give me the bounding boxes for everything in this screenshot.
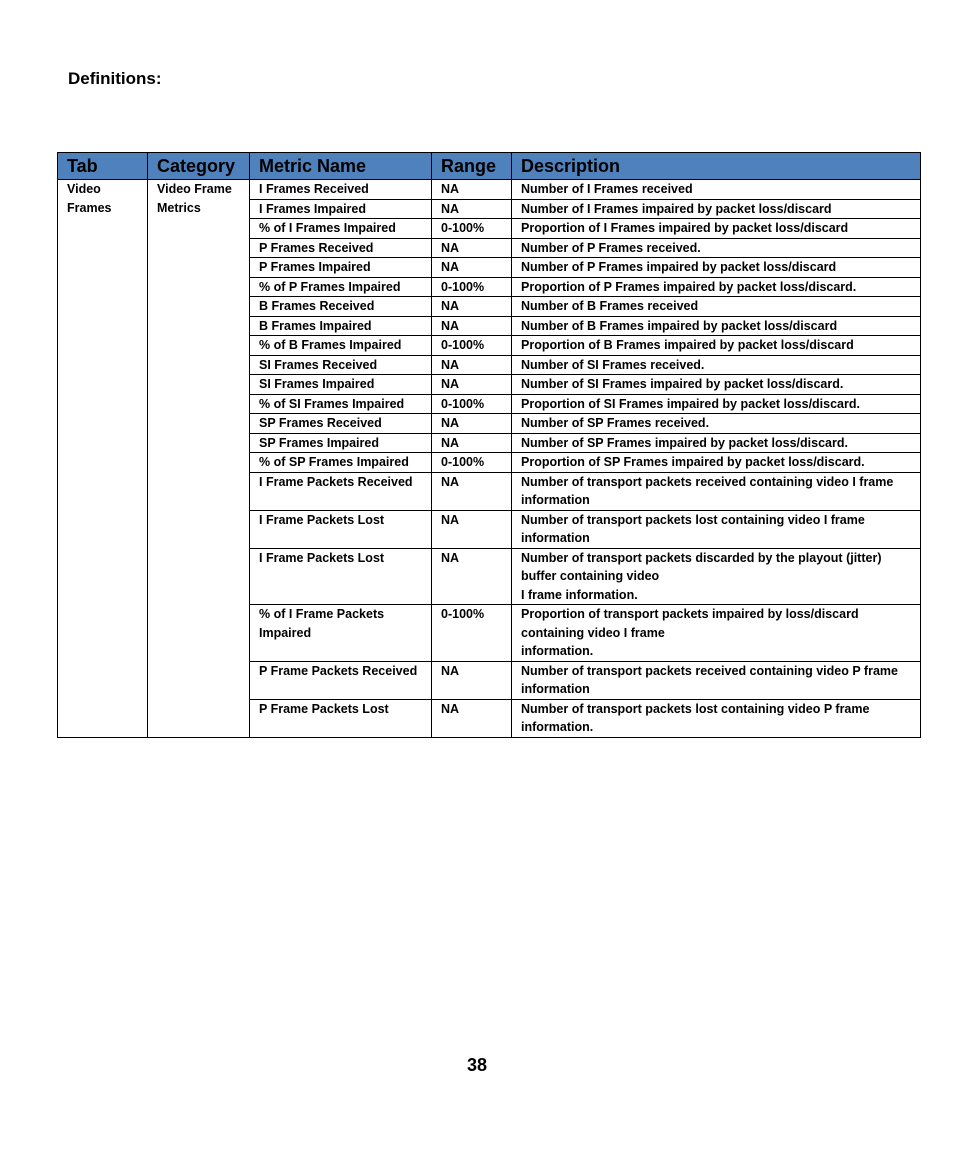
metric-name-cell: I Frame Packets Lost bbox=[250, 548, 432, 605]
description-cell: Number of SP Frames impaired by packet loss/discard. bbox=[512, 433, 921, 453]
range-cell: NA bbox=[432, 355, 512, 375]
header-description: Description bbox=[512, 153, 921, 180]
page-number: 38 bbox=[466, 1055, 488, 1075]
range-cell: NA bbox=[432, 199, 512, 219]
metric-name-cell: SI Frames Impaired bbox=[250, 375, 432, 395]
description-cell: Number of transport packets lost containing video P frame information. bbox=[512, 699, 921, 737]
description-cell: Proportion of B Frames impaired by packet loss/discard bbox=[512, 336, 921, 356]
metric-name-cell: I Frames Received bbox=[250, 180, 432, 200]
metric-name-cell: SI Frames Received bbox=[250, 355, 432, 375]
table-row bbox=[58, 180, 921, 200]
description-cell: Number of I Frames impaired by packet loss/discard bbox=[512, 199, 921, 219]
metric-name-cell: % of B Frames Impaired bbox=[250, 336, 432, 356]
range-cell: NA bbox=[432, 548, 512, 605]
range-cell: NA bbox=[432, 510, 512, 548]
metric-name-cell: B Frames Impaired bbox=[250, 316, 432, 336]
metric-name-cell: % of SI Frames Impaired bbox=[250, 394, 432, 414]
range-cell: NA bbox=[432, 238, 512, 258]
description-cell: Number of transport packets discarded by the playout (jitter) buffer containing video I frame information. bbox=[512, 548, 921, 605]
header-range: Range bbox=[432, 153, 512, 180]
range-cell: NA bbox=[432, 699, 512, 737]
description-cell: Number of P Frames impaired by packet loss/discard bbox=[512, 258, 921, 278]
metric-name-cell: B Frames Received bbox=[250, 297, 432, 317]
category-cell: Video Frame Metrics bbox=[148, 180, 250, 738]
metric-name-cell: P Frame Packets Lost bbox=[250, 699, 432, 737]
tab-cell: Video Frames bbox=[58, 180, 148, 738]
range-cell: NA bbox=[432, 316, 512, 336]
description-cell: Proportion of transport packets impaired by loss/discard containing video I frame information. bbox=[512, 605, 921, 662]
description-cell: Number of transport packets received containing video P frame information bbox=[512, 661, 921, 699]
range-cell: NA bbox=[432, 472, 512, 510]
range-cell: 0-100% bbox=[432, 277, 512, 297]
description-cell: Proportion of SI Frames impaired by packet loss/discard. bbox=[512, 394, 921, 414]
range-cell: NA bbox=[432, 661, 512, 699]
description-cell: Number of P Frames received. bbox=[512, 238, 921, 258]
description-cell: Number of transport packets received containing video I frame information bbox=[512, 472, 921, 510]
header-metric-name: Metric Name bbox=[250, 153, 432, 180]
description-cell: Number of B Frames impaired by packet loss/discard bbox=[512, 316, 921, 336]
description-cell: Number of SI Frames impaired by packet loss/discard. bbox=[512, 375, 921, 395]
description-cell: Proportion of SP Frames impaired by packet loss/discard. bbox=[512, 453, 921, 473]
description-cell: Number of I Frames received bbox=[512, 180, 921, 200]
range-cell: NA bbox=[432, 414, 512, 434]
header-tab: Tab bbox=[58, 153, 148, 180]
description-cell: Proportion of I Frames impaired by packet loss/discard bbox=[512, 219, 921, 239]
metric-name-cell: % of P Frames Impaired bbox=[250, 277, 432, 297]
description-cell: Number of transport packets lost containing video I frame information bbox=[512, 510, 921, 548]
range-cell: NA bbox=[432, 180, 512, 200]
section-heading: Definitions: bbox=[68, 69, 162, 88]
metric-name-cell: I Frame Packets Received bbox=[250, 472, 432, 510]
range-cell: 0-100% bbox=[432, 605, 512, 662]
range-cell: 0-100% bbox=[432, 453, 512, 473]
metric-name-cell: I Frame Packets Lost bbox=[250, 510, 432, 548]
metric-name-cell: P Frames Impaired bbox=[250, 258, 432, 278]
description-cell: Number of B Frames received bbox=[512, 297, 921, 317]
metric-name-cell: % of I Frame Packets Impaired bbox=[250, 605, 432, 662]
range-cell: NA bbox=[432, 297, 512, 317]
metric-name-cell: % of I Frames Impaired bbox=[250, 219, 432, 239]
range-cell: NA bbox=[432, 375, 512, 395]
metric-name-cell: % of SP Frames Impaired bbox=[250, 453, 432, 473]
description-cell: Number of SP Frames received. bbox=[512, 414, 921, 434]
range-cell: 0-100% bbox=[432, 394, 512, 414]
definitions-table bbox=[57, 152, 921, 738]
range-cell: 0-100% bbox=[432, 336, 512, 356]
header-category: Category bbox=[148, 153, 250, 180]
metric-name-cell: P Frame Packets Received bbox=[250, 661, 432, 699]
description-cell: Number of SI Frames received. bbox=[512, 355, 921, 375]
metric-name-cell: P Frames Received bbox=[250, 238, 432, 258]
range-cell: 0-100% bbox=[432, 219, 512, 239]
metric-name-cell: SP Frames Received bbox=[250, 414, 432, 434]
metric-name-cell: SP Frames Impaired bbox=[250, 433, 432, 453]
range-cell: NA bbox=[432, 433, 512, 453]
description-cell: Proportion of P Frames impaired by packet loss/discard. bbox=[512, 277, 921, 297]
table-body bbox=[58, 180, 921, 738]
table-header-row bbox=[58, 153, 921, 180]
range-cell: NA bbox=[432, 258, 512, 278]
metric-name-cell: I Frames Impaired bbox=[250, 199, 432, 219]
